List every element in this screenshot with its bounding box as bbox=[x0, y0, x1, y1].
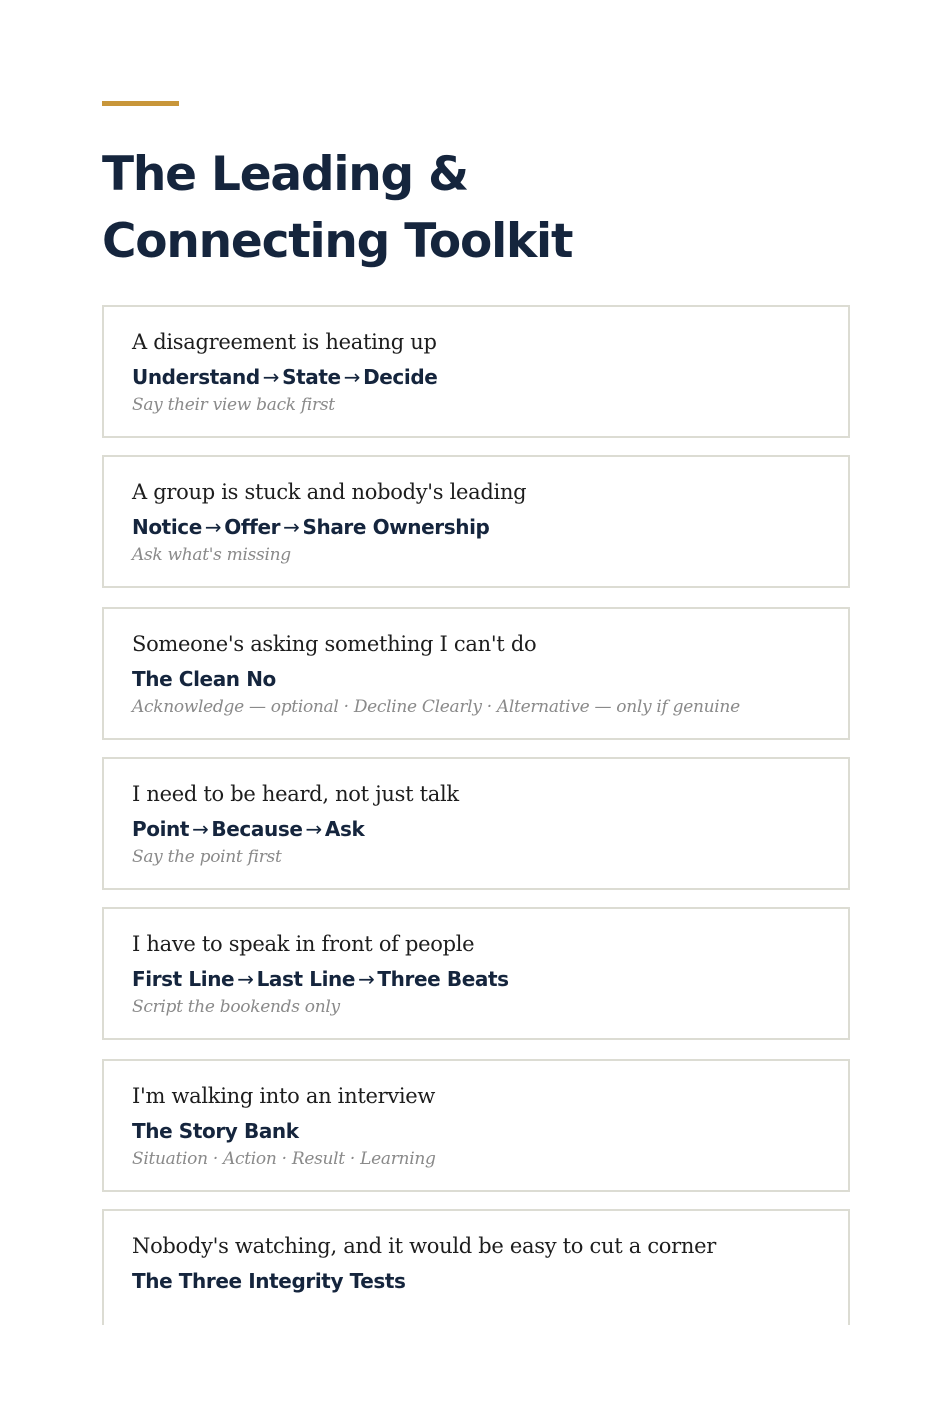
toolkit-card bbox=[102, 757, 850, 890]
card-tool bbox=[132, 965, 509, 993]
arrow-icon: → bbox=[283, 515, 300, 539]
card-hint: Script the bookends only bbox=[132, 997, 340, 1017]
card-tool bbox=[132, 1117, 299, 1145]
tool-step: Three Beats bbox=[377, 967, 509, 991]
card-situation: I have to speak in front of people bbox=[132, 932, 475, 956]
tool-step: The Story Bank bbox=[132, 1119, 299, 1143]
arrow-icon: → bbox=[305, 817, 322, 841]
tool-step: State bbox=[282, 365, 341, 389]
arrow-icon: → bbox=[358, 967, 375, 991]
card-tool bbox=[132, 665, 276, 693]
tool-step: Understand bbox=[132, 365, 260, 389]
card-hint: Ask what's missing bbox=[132, 545, 291, 565]
card-hint: Situation · Action · Result · Learning bbox=[132, 1149, 436, 1169]
toolkit-card-list bbox=[102, 305, 850, 1325]
card-tool bbox=[132, 513, 489, 541]
tool-step: Point bbox=[132, 817, 190, 841]
arrow-icon: → bbox=[204, 515, 222, 539]
tool-step: Last Line bbox=[256, 967, 356, 991]
tool-step: Offer bbox=[224, 515, 281, 539]
arrow-icon: → bbox=[262, 365, 280, 389]
tool-step: Because bbox=[211, 817, 303, 841]
card-tool bbox=[132, 1267, 406, 1295]
tool-step: The Three Integrity Tests bbox=[132, 1269, 406, 1293]
arrow-icon: → bbox=[237, 967, 254, 991]
tool-step: Ask bbox=[324, 817, 365, 841]
page-title-line-2: Connecting Toolkit bbox=[102, 214, 573, 269]
card-hint: Say their view back first bbox=[132, 395, 335, 415]
tool-step: Decide bbox=[363, 365, 438, 389]
toolkit-card bbox=[102, 1059, 850, 1192]
accent-bar bbox=[102, 101, 179, 106]
tool-step: Notice bbox=[132, 515, 202, 539]
card-situation: Nobody's watching, and it would be easy to cut a corner bbox=[132, 1234, 716, 1258]
arrow-icon: → bbox=[192, 817, 209, 841]
tool-step: Share Ownership bbox=[302, 515, 490, 539]
card-tool bbox=[132, 363, 437, 391]
card-situation: A group is stuck and nobody's leading bbox=[132, 480, 527, 504]
toolkit-card bbox=[102, 1209, 850, 1325]
tool-step: The Clean No bbox=[132, 667, 276, 691]
card-situation: Someone's asking something I can't do bbox=[132, 632, 537, 656]
card-situation: A disagreement is heating up bbox=[132, 330, 437, 354]
card-tool bbox=[132, 815, 364, 843]
arrow-icon: → bbox=[343, 365, 361, 389]
page-title-line-1: The Leading & bbox=[102, 147, 468, 202]
toolkit-card bbox=[102, 607, 850, 740]
tool-step: First Line bbox=[132, 967, 235, 991]
toolkit-card bbox=[102, 305, 850, 438]
card-situation: I'm walking into an interview bbox=[132, 1084, 436, 1108]
card-hint: Say the point first bbox=[132, 847, 282, 867]
page-title bbox=[102, 141, 802, 275]
toolkit-card bbox=[102, 455, 850, 588]
toolkit-card bbox=[102, 907, 850, 1040]
card-hint: Acknowledge — optional · Decline Clearly · Alternative — only if genuine bbox=[132, 697, 740, 717]
card-situation: I need to be heard, not just talk bbox=[132, 782, 459, 806]
